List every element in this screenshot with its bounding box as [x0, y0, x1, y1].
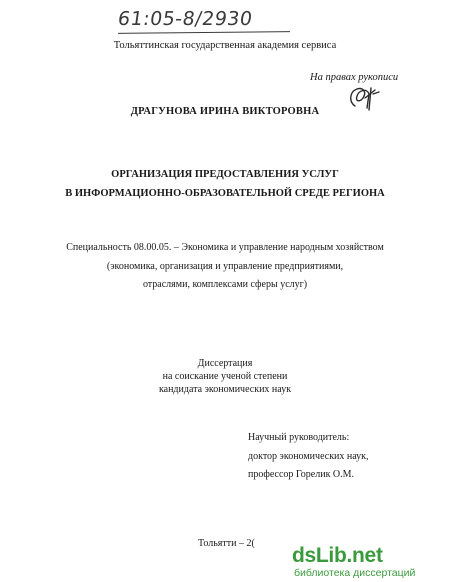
- handwritten-underline: [118, 31, 290, 34]
- supervisor-degree: доктор экономических наук,: [248, 451, 369, 462]
- city-year: Тольятти – 2(: [198, 538, 255, 549]
- supervisor-heading: Научный руководитель:: [248, 432, 350, 443]
- supervisor-name: профессор Горелик О.М.: [248, 469, 355, 480]
- thesis-title-line-1: ОРГАНИЗАЦИЯ ПРЕДОСТАВЛЕНИЯ УСЛУГ: [111, 169, 339, 180]
- dissertation-field-line: кандидата экономических наук: [158, 384, 292, 395]
- thesis-title-line-2: В ИНФОРМАЦИОННО-ОБРАЗОВАТЕЛЬНОЙ СРЕДЕ РЕГИОНА: [65, 188, 385, 199]
- institution-name: Тольяттинская государственная академия сервиса: [113, 40, 337, 51]
- watermark-logo: [292, 544, 383, 568]
- author-name: ДРАГУНОВА ИРИНА ВИКТОРОВНА: [130, 106, 320, 117]
- dissertation-label: Диссертация: [197, 358, 253, 369]
- specialty-line-1: Специальность 08.00.05. – Экономика и управление народным хозяйством: [66, 242, 384, 253]
- watermark-logo-main: dsLib: [292, 544, 347, 567]
- specialty-line-2: (экономика, организация и управление предприятиями,: [106, 261, 344, 272]
- watermark-logo-tld: .net: [346, 544, 383, 567]
- handwritten-catalog-number: 61:05-8/2930: [116, 8, 255, 30]
- watermark-caption: библиотека диссертаций: [294, 567, 416, 579]
- specialty-line-3: отраслями, комплексами сферы услуг): [142, 279, 308, 290]
- watermark: [290, 544, 450, 582]
- rights-note: На правах рукописи: [310, 72, 399, 83]
- dissertation-degree-line: на соискание ученой степени: [162, 371, 288, 382]
